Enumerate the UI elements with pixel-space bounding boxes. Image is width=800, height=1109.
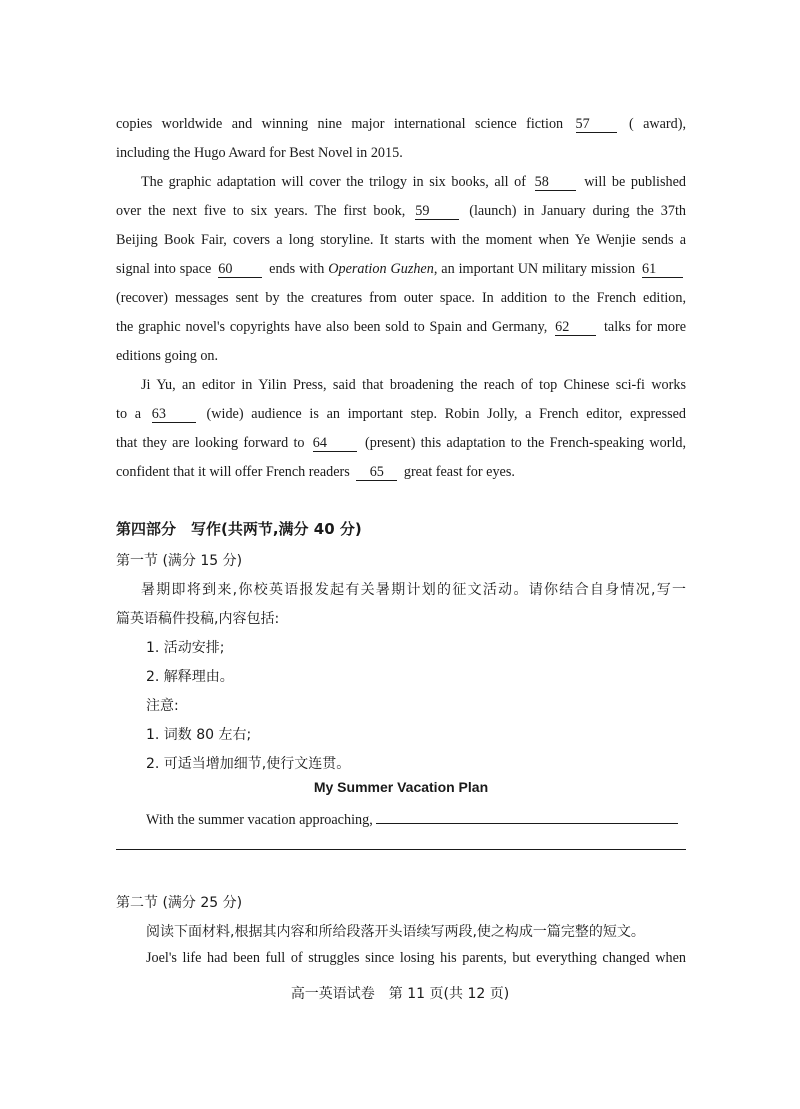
passage-line-8: the graphic novel's copyrights have also been sold to Spain and Germany, 62 talks for more (116, 319, 687, 335)
passage-line-1: copies worldwide and winning nine major international science fiction 57 ( award), (116, 116, 687, 132)
note-item-1: 1. 词数 80 左右; (146, 727, 252, 743)
passage-line-4: over the next five to six years. The first book, 59 (launch) in January during the 37th (116, 203, 687, 219)
content-item-1: 1. 活动安排; (146, 640, 225, 656)
story-opening: Joel's life had been full of struggles since losing his parents, but everything changed when (146, 950, 686, 966)
page-footer: 高一英语试卷 第 11 页(共 12 页) (290, 986, 510, 1002)
passage-line-6: signal into space 60 ends with Operation Guzhen, an important UN military mission 61 (116, 261, 686, 278)
blank-63: 63 (152, 407, 196, 423)
blank-57: 57 (576, 117, 617, 133)
blank-64: 64 (313, 436, 357, 452)
prompt-line-2: 篇英语稿件投稿,内容包括: (116, 611, 280, 627)
essay-title: My Summer Vacation Plan (313, 779, 489, 795)
section-2-heading: 第二节 (满分 25 分) (116, 895, 243, 911)
part-heading: 第四部分 写作(共两节,满分 40 分) (116, 520, 362, 538)
note-item-2: 2. 可适当增加细节,使行文连贯。 (146, 756, 351, 772)
passage-line-12: that they are looking forward to 64 (present) this adaptation to the French-speaking world, (116, 435, 687, 451)
blank-61: 61 (642, 262, 683, 278)
content-item-2: 2. 解释理由。 (146, 669, 234, 685)
blank-65: 65 (356, 465, 397, 481)
mission-name: Operation Guzhen (328, 261, 434, 277)
passage-line-5: Beijing Book Fair, covers a long storyline. It starts with the moment when Ye Wenjie sends a (116, 232, 686, 248)
blank-59: 59 (415, 204, 459, 220)
section-2-prompt: 阅读下面材料,根据其内容和所给段落开头语续写两段,使之构成一篇完整的短文。 (146, 924, 645, 940)
passage-line-7: (recover) messages sent by the creatures from outer space. In addition to the French edition, (116, 290, 686, 306)
passage-line-9: editions going on. (116, 348, 219, 364)
blank-60: 60 (218, 262, 262, 278)
blank-58: 58 (535, 175, 576, 191)
prompt-line-1: 暑期即将到来,你校英语报发起有关暑期计划的征文活动。请你结合自身情况,写一 (141, 582, 686, 598)
essay-start-line: With the summer vacation approaching, (146, 809, 686, 829)
passage-line-10: Ji Yu, an editor in Yilin Press, said that broadening the reach of top Chinese sci-fi works (141, 377, 686, 393)
section-1-heading: 第一节 (满分 15 分) (116, 553, 243, 569)
answer-rule[interactable] (116, 849, 686, 850)
passage-line-11: to a 63 (wide) audience is an important step. Robin Jolly, a French editor, expressed (116, 406, 686, 422)
passage-line-3: The graphic adaptation will cover the trilogy in six books, all of 58 will be published (141, 174, 687, 190)
answer-line[interactable] (376, 809, 678, 824)
blank-62: 62 (555, 320, 596, 336)
passage-line-2: including the Hugo Award for Best Novel in 2015. (116, 145, 403, 161)
note-label: 注意: (146, 698, 179, 714)
passage-line-13: confident that it will offer French readers 65 great feast for eyes. (116, 464, 515, 480)
